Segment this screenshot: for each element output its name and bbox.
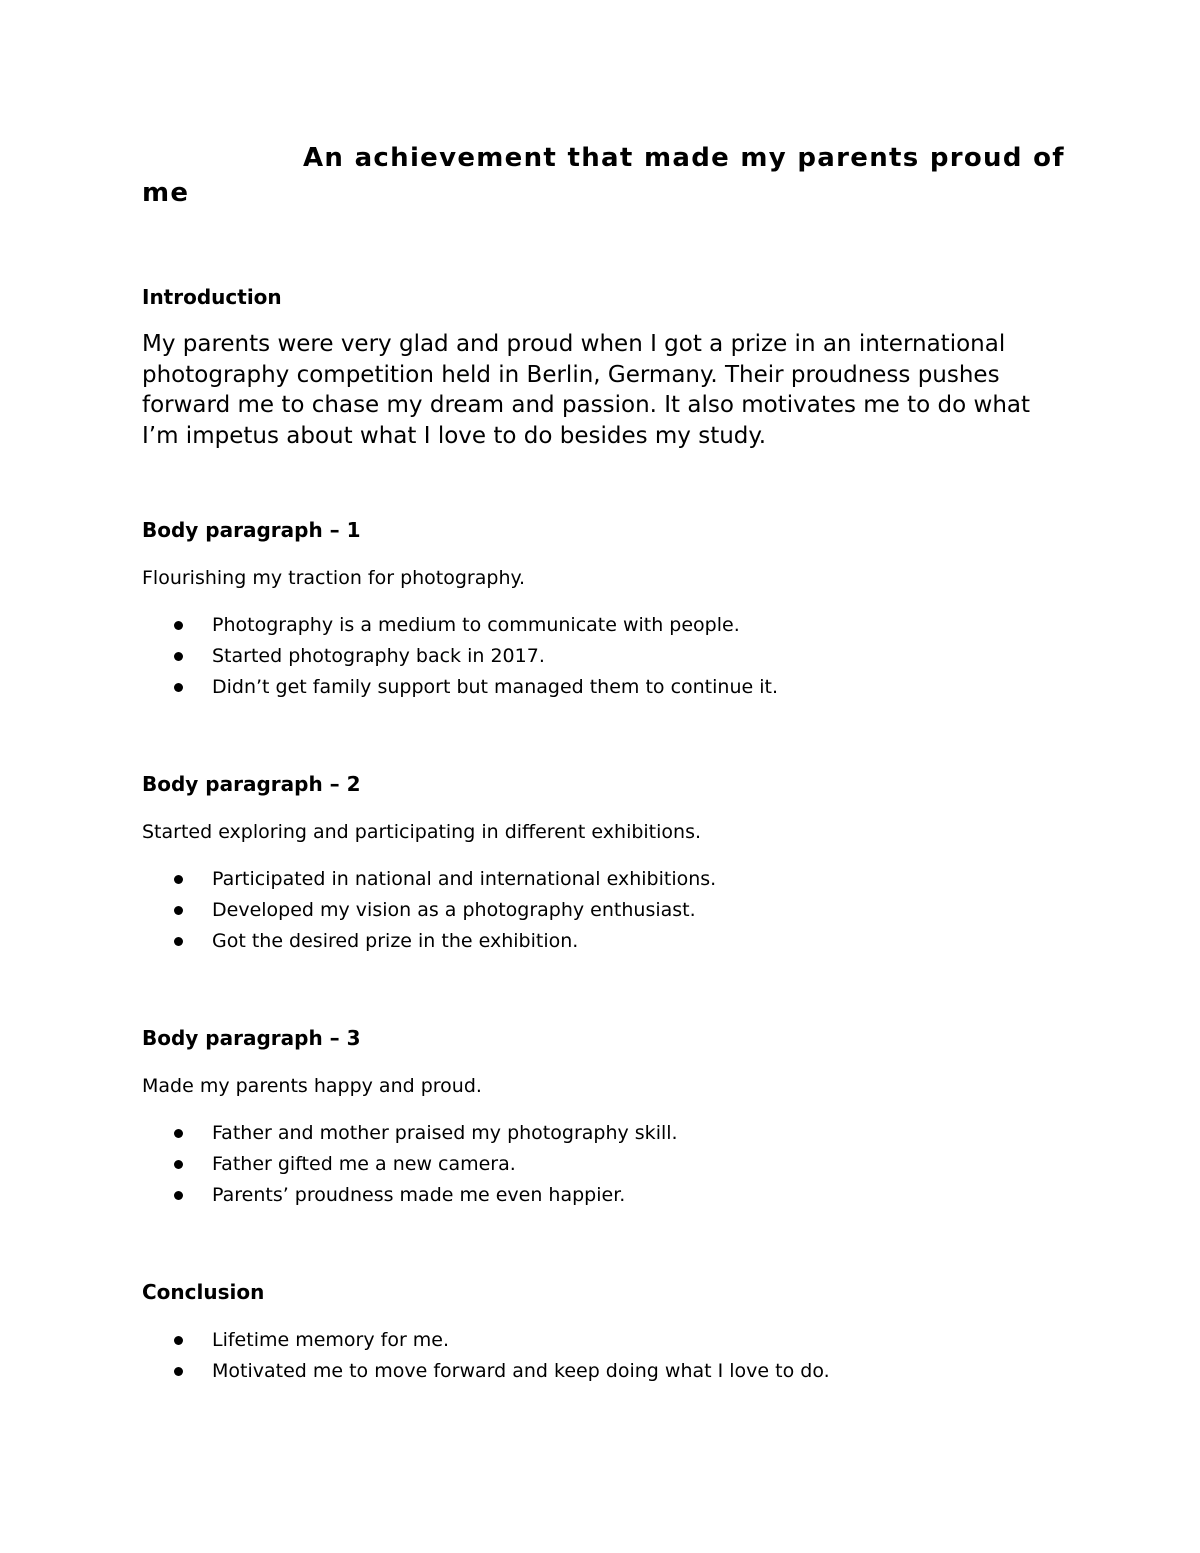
list-item [142, 643, 778, 674]
introduction-heading: Introduction [142, 285, 282, 309]
list-item [142, 674, 778, 705]
bullet-icon [174, 1129, 183, 1138]
list-item-text: Father gifted me a new camera. [212, 1153, 516, 1175]
list-item [142, 1120, 678, 1151]
bullet-icon [174, 1367, 183, 1376]
list-item-text: Lifetime memory for me. [212, 1329, 450, 1351]
bullet-icon [174, 875, 183, 884]
list-item-text: Parents’ proudness made me even happier. [212, 1184, 626, 1206]
list-item-text: Didn’t get family support but managed them to continue it. [212, 676, 778, 698]
list-item [142, 1182, 678, 1213]
body-paragraph-1-heading: Body paragraph – 1 [142, 518, 361, 542]
body-paragraph-2-heading: Body paragraph – 2 [142, 772, 361, 796]
list-item [142, 612, 778, 643]
bullet-icon [174, 1336, 183, 1345]
introduction-text: My parents were very glad and proud when I got a prize in an international photography competition held in Berlin, Germany. Their proudness pushes forward me to chase my dream and passion. It also motivates me to do what I’m impetus about what I love to do besides my study. [142, 331, 1031, 449]
list-item-text: Participated in national and international exhibitions. [212, 868, 717, 890]
bullet-icon [174, 683, 183, 692]
bullet-icon [174, 1160, 183, 1169]
body-paragraph-3-list [142, 1120, 678, 1213]
list-item-text: Photography is a medium to communicate with people. [212, 614, 740, 636]
body-paragraph-2-lead: Started exploring and participating in different exhibitions. [142, 821, 702, 843]
list-item [142, 1151, 678, 1182]
list-item-text: Started photography back in 2017. [212, 645, 545, 667]
body-paragraph-1-list [142, 612, 778, 705]
list-item [142, 1327, 830, 1358]
list-item [142, 866, 716, 897]
body-paragraph-1-lead: Flourishing my traction for photography. [142, 567, 526, 589]
bullet-icon [174, 621, 183, 630]
bullet-icon [174, 1191, 183, 1200]
conclusion-heading: Conclusion [142, 1280, 265, 1304]
list-item [142, 897, 716, 928]
bullet-icon [174, 937, 183, 946]
bullet-icon [174, 906, 183, 915]
document-title: An achievement that made my parents proud of me [142, 143, 1065, 208]
body-paragraph-3-heading: Body paragraph – 3 [142, 1026, 361, 1050]
body-paragraph-2-list [142, 866, 716, 959]
list-item [142, 1358, 830, 1389]
bullet-icon [174, 652, 183, 661]
list-item-text: Got the desired prize in the exhibition. [212, 930, 579, 952]
list-item-text: Motivated me to move forward and keep doing what I love to do. [212, 1360, 830, 1382]
list-item [142, 928, 716, 959]
body-paragraph-3-lead: Made my parents happy and proud. [142, 1075, 482, 1097]
list-item-text: Developed my vision as a photography enthusiast. [212, 899, 696, 921]
conclusion-list [142, 1327, 830, 1389]
list-item-text: Father and mother praised my photography skill. [212, 1122, 678, 1144]
